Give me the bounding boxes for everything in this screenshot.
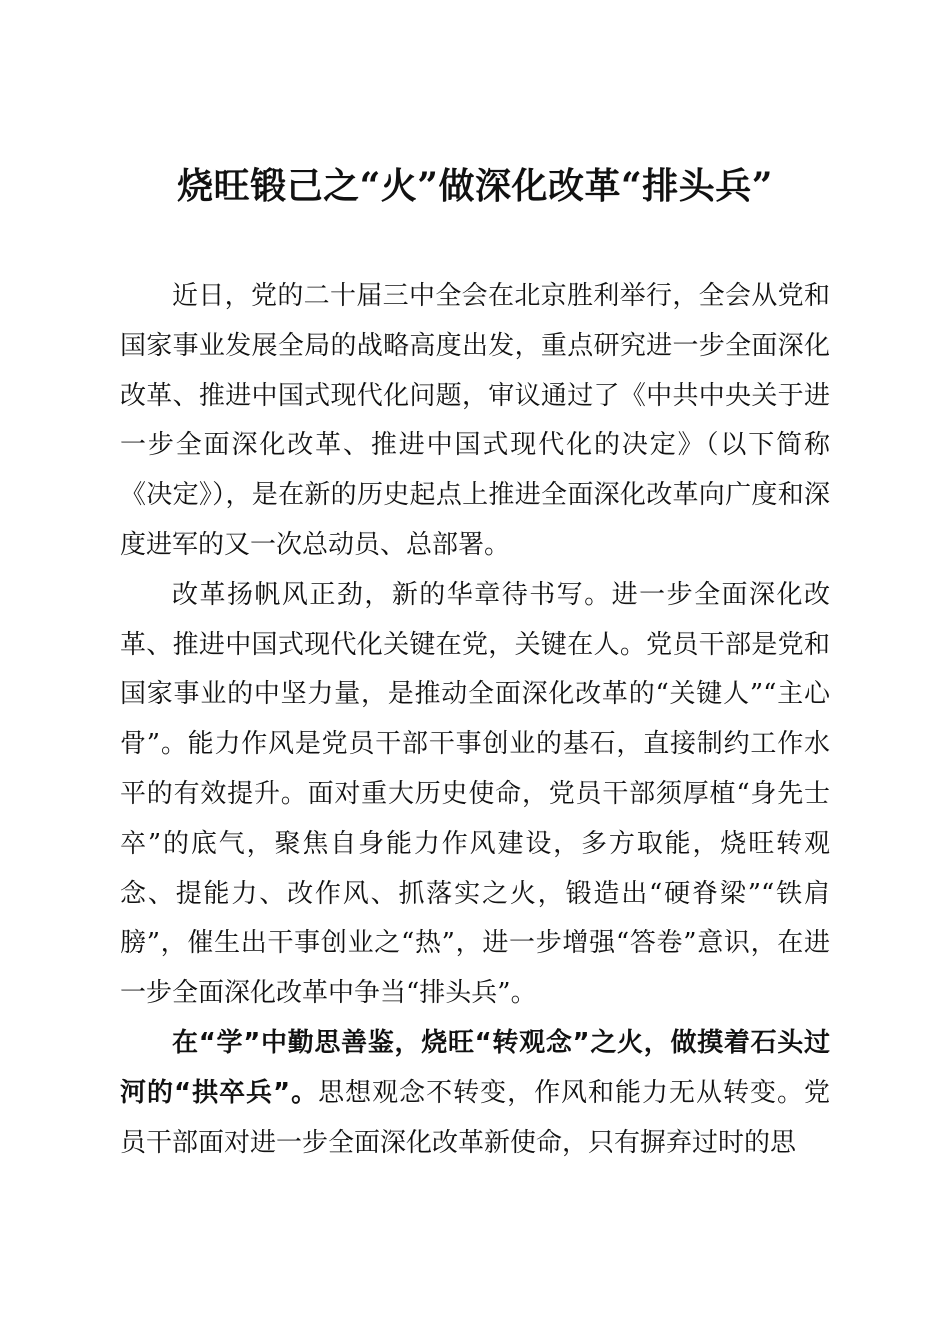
paragraph-study-text: 思想观念不转变，作风和能力无从转变。党员干部面对进一步全面深化改革新使命，只有摒弃过时的思 bbox=[120, 1077, 830, 1158]
paragraph-study-lead: 在“学”中勤思善鉴，烧旺“转观念”之火，做摸着石头过河的“拱卒兵”。 bbox=[120, 1027, 830, 1108]
paragraph-intro-text: 近日，党的二十届三中全会在北京胜利举行，全会从党和国家事业发展全局的战略高度出发，重点研究进一步全面深化改革、推进中国式现代化问题，审议通过了《中共中央关于进一步全面深化改革、推进中国式现代化的决定》（以下简称《决定》），是在新的历史起点上推进全面深化改革向广度和深度进军的又一次总动员、总部署。 bbox=[120, 281, 830, 560]
document-title: 烧旺锻己之“火”做深化改革“排头兵” bbox=[177, 165, 773, 207]
paragraph-reform bbox=[120, 571, 830, 1019]
paragraph-study bbox=[120, 1019, 830, 1168]
paragraph-intro bbox=[120, 272, 830, 571]
paragraph-reform-text: 改革扬帆风正劲，新的华章待书写。进一步全面深化改革、推进中国式现代化关键在党，关键在人。党员干部是党和国家事业的中坚力量，是推动全面深化改革的“关键人”“主心骨”。能力作风是党员干部干事创业的基石，直接制约工作水平的有效提升。面对重大历史使命，党员干部须厚植“身先士卒”的底气，聚焦自身能力作风建设，多方取能，烧旺转观念、提能力、改作风、抓落实之火，锻造出“硬脊梁”“铁肩膀”，催生出干事创业之“热”，进一步增强“答卷”意识，在进一步全面深化改革中争当“排头兵”。 bbox=[120, 579, 830, 1009]
